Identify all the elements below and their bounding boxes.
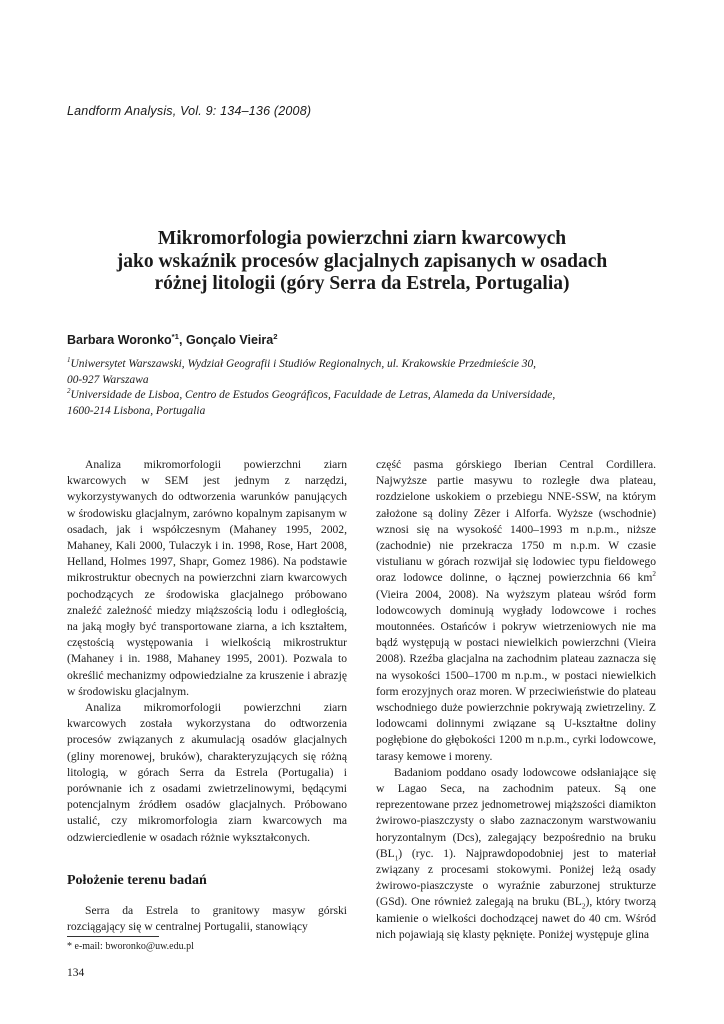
bl2-subscript: 2 [581, 902, 586, 911]
title-line-2: jako wskaźnik procesów glacjalnych zapisanych w osadach [116, 250, 608, 272]
affiliation-2 [67, 388, 667, 419]
affiliation-1 [67, 357, 667, 388]
right-p2-text-c: ), który tworzą kamienie o wielkości dochodzącej nawet do 40 cm. Wśród nich pojawiają się klasty pęknięte. Poniżej występuje glina [376, 895, 657, 941]
page-number: 134 [67, 967, 85, 979]
right-p2-text-b: ) (ryc. 1). Najprawdopodobniej jest to materiał związany z procesami stokowymi. Poniżej leżą osady żwirowo-piaszczyste o wyraźnie zaburzonej strukturze (GSd). One również zalegają na bruku (BL [376, 846, 656, 909]
km-superscript: 2 [652, 570, 656, 579]
title-line-3: różnej litologii (góry Serra da Estrela, Portugalia) [154, 273, 570, 294]
left-paragraph-1: Analiza mikromorfologii powierzchni ziarn kwarcowych w SEM jest jednym z narzędzi, wykorzystywanych do odtworzenia warunków panujących w środowisku glacjalnym, zarówno kopalnym zapisanym w osadach, jak i współczesnym (Mahaney 1995, 2002, Mahaney, Kali 2000, Tulaczyk i in. 1998, Rose, Hart 2008, Helland, Holmes 1997, Shapr, Gomez 1986). Na podstawie mikrostruktur obecnych na powierzchni ziarn kwarcowych pochodzących ze środowiska glacjalnego próbowano znaleźć zależność miedzy miąższością lodu i odległością, na jaką mogły być transportowane ziarna, a ich kształtem, częstością występowania i wielkością mikrostruktur (Mahaney i in. 1988, Mahaney 1995, 2001). Pozwala to określić mechanizmy odpowiedzialne za kruszenie i abrazję w środowisku glacjalnym. [67, 458, 347, 698]
right-paragraph-1 [376, 457, 656, 765]
left-paragraph-2: Analiza mikromorfologii powierzchni ziarn kwarcowych została wykorzystana do odtworzenia procesów związanych z akumulacją osadów glacjalnych (gliny morenowej, bruków), charakteryzujących się różną litologią, w górach Serra da Estrela (Portugalia) i porównanie ich z osadami zwietrzelinowymi, będącymi potencjalnym źródłem osadów glacjalnych. Próbowano ustalić, czy mikromorfologia ziarn kwarcowych ma odzwierciedlenie w osadach różnie wykształconych. [67, 701, 347, 844]
affiliation-1-mark: 1 [67, 356, 71, 365]
right-p2-text-a: Badaniom poddano osady lodowcowe odsłaniające się w Lagao Seca, na zachodnim pateux. Są one reprezentowane przez jednometrowej miąższości diamikton żwirowo-piaszczysty o słabo zaznaczonym warstwowaniu horyzontalnym (Dcs), zalegający bezpośrednio na bruku (BL [376, 765, 656, 860]
author-list [67, 333, 278, 347]
affiliation-2-line2: 1600-214 Lisbona, Portugalia [67, 404, 206, 417]
title-line-1: Mikromorfologia powierzchni ziarn kwarcowych [157, 228, 567, 249]
journal-reference: Landform Analysis, Vol. 9: 134–136 (2008) [67, 104, 312, 118]
left-paragraph-3: Serra da Estrela to granitowy masyw górski rozciągający się w centralnej Portugalii, stanowiący [67, 904, 347, 934]
right-paragraph-2 [376, 765, 656, 943]
footnote: * e-mail: bworonko@uw.edu.pl [67, 941, 194, 952]
bl1-subscript: 1 [394, 854, 399, 863]
author-separator: , [178, 333, 186, 347]
author-1-name: Barbara Woronko [67, 333, 172, 347]
author-2-mark: 2 [273, 331, 278, 341]
right-p1-text-b: (Vieira 2004, 2008). Na wyższym plateau wśród form lodowcowych dominują wygłady lodowcowe i roches moutonnées. Ostańców i pokryw wietrzeniowych nie ma bądź występują w postaci niewielkich powierzchni (Vieira 2008). Rzeźba glacjalna na zachodnim plateau zaznacza się na wysokości 1500–1700 m n.p.m., w postaci niewielkich form erozyjnych oraz moren. W przeciwieństwie do plateau wschodniego duże powierzchnie pokrywają zwietrzeliny. Z lodowcami dolinnymi związane są U-kształtne doliny pogłębione do głębokości 1200 m n.p.m., cyrki lodowcowe, tarasy kemowe i moreny. [376, 587, 656, 763]
affiliation-1-line2: 00-927 Warszawa [67, 373, 149, 386]
affiliation-2-line1: Universidade de Lisboa, Centro de Estudos Geográficos, Faculdade de Letras, Alameda da Universidade, [70, 389, 556, 401]
affiliation-1-line1: Uniwersytet Warszawski, Wydział Geografii i Studiów Regionalnych, ul. Krakowskie Przedmieście 30, [70, 358, 537, 370]
author-2-name: Gonçalo Vieira [185, 333, 274, 347]
author-1-mark: *1 [171, 331, 179, 341]
footnote-rule [67, 936, 159, 937]
left-column [67, 457, 347, 935]
section-heading: Położenie terenu badań [67, 872, 207, 888]
affiliation-2-mark: 2 [67, 387, 71, 396]
right-column [376, 457, 656, 943]
right-p1-text-a: część pasma górskiego Iberian Central Cordillera. Najwyższe partie masywu to rozległe dwa plateau, rozdzielone uskokiem o przebiegu NNE-SSW, na którym założone są doliny Zêzer i Alforfa. Wyższe (wschodnie) wznosi się na wysokość 1400–1993 m n.p.m., niższe (zachodnie) nie przekracza 1750 m n.p.m. W czasie vistulianu w górach rozwijał się lodowiec typu fieldowego oraz lodowce dolinne, o łącznej powierzchnia 66 km [376, 458, 656, 585]
article-title [40, 228, 684, 296]
